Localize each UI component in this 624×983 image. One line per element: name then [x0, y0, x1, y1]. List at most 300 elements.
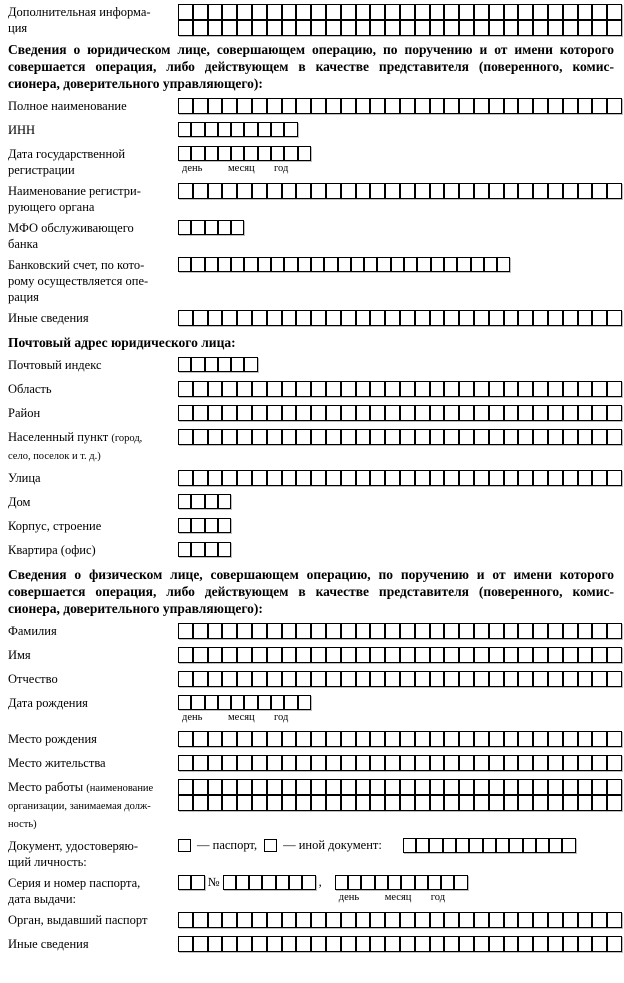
char-cell[interactable] — [208, 20, 223, 36]
char-cell[interactable] — [341, 912, 356, 928]
char-cell[interactable] — [311, 647, 326, 663]
char-cell[interactable] — [459, 20, 474, 36]
char-cell[interactable] — [237, 20, 252, 36]
char-cell[interactable] — [415, 731, 430, 747]
char-cell[interactable] — [562, 838, 575, 853]
char-cell[interactable] — [296, 98, 311, 114]
char-cell[interactable] — [296, 4, 311, 20]
char-cell[interactable] — [471, 257, 484, 272]
char-cell[interactable] — [237, 623, 252, 639]
char-cell[interactable] — [205, 146, 218, 161]
char-cell[interactable] — [400, 429, 415, 445]
char-cell[interactable] — [430, 4, 445, 20]
char-cell[interactable] — [430, 779, 445, 795]
char-cell[interactable] — [385, 671, 400, 687]
char-cell[interactable] — [415, 429, 430, 445]
char-cell[interactable] — [518, 795, 533, 811]
char-cell[interactable] — [592, 98, 607, 114]
char-cell[interactable] — [178, 731, 193, 747]
char-cell[interactable] — [302, 875, 315, 890]
char-cell[interactable] — [430, 755, 445, 771]
char-cell[interactable] — [518, 429, 533, 445]
char-cell[interactable] — [267, 936, 282, 952]
char-cell[interactable] — [311, 731, 326, 747]
char-cell[interactable] — [208, 795, 223, 811]
char-cell[interactable] — [341, 98, 356, 114]
char-cell[interactable] — [533, 20, 548, 36]
char-cell[interactable] — [326, 671, 341, 687]
char-cell[interactable] — [415, 795, 430, 811]
char-cell[interactable] — [563, 671, 578, 687]
char-cell[interactable] — [326, 795, 341, 811]
char-cell[interactable] — [284, 695, 297, 710]
char-cell[interactable] — [252, 429, 267, 445]
char-cell[interactable] — [400, 795, 415, 811]
char-cell[interactable] — [326, 912, 341, 928]
char-cell[interactable] — [548, 623, 563, 639]
char-cell[interactable] — [430, 731, 445, 747]
char-cell[interactable] — [518, 470, 533, 486]
char-cell[interactable] — [282, 731, 297, 747]
char-cell[interactable] — [607, 936, 622, 952]
char-cell[interactable] — [484, 257, 497, 272]
char-cell[interactable] — [326, 381, 341, 397]
char-cell[interactable] — [218, 122, 231, 137]
char-cell[interactable] — [191, 357, 204, 372]
char-cell[interactable] — [267, 755, 282, 771]
char-cell[interactable] — [237, 779, 252, 795]
char-cell[interactable] — [578, 4, 593, 20]
char-cell[interactable] — [415, 310, 430, 326]
char-cell[interactable] — [282, 183, 297, 199]
char-cell[interactable] — [504, 795, 519, 811]
char-cell[interactable] — [607, 623, 622, 639]
char-cell[interactable] — [282, 936, 297, 952]
char-cell[interactable] — [444, 671, 459, 687]
char-cell[interactable] — [178, 936, 193, 952]
char-cell[interactable] — [592, 405, 607, 421]
char-cell[interactable] — [592, 647, 607, 663]
char-cell[interactable] — [178, 381, 193, 397]
char-cell[interactable] — [578, 429, 593, 445]
char-cell[interactable] — [178, 220, 191, 235]
char-cell[interactable] — [400, 405, 415, 421]
char-cell[interactable] — [178, 647, 193, 663]
char-cell[interactable] — [282, 405, 297, 421]
char-cell[interactable] — [191, 257, 204, 272]
char-cell[interactable] — [607, 98, 622, 114]
char-cell[interactable] — [400, 731, 415, 747]
char-cell[interactable] — [441, 875, 454, 890]
char-cell[interactable] — [267, 470, 282, 486]
char-cell[interactable] — [193, 731, 208, 747]
char-cell[interactable] — [282, 912, 297, 928]
char-cell[interactable] — [563, 623, 578, 639]
char-cell[interactable] — [252, 936, 267, 952]
char-cell[interactable] — [536, 838, 549, 853]
char-cell[interactable] — [607, 429, 622, 445]
char-cell[interactable] — [403, 838, 416, 853]
char-cell[interactable] — [341, 20, 356, 36]
char-cell[interactable] — [311, 183, 326, 199]
char-cell[interactable] — [258, 146, 271, 161]
char-cell[interactable] — [504, 381, 519, 397]
char-cell[interactable] — [222, 98, 237, 114]
char-cell[interactable] — [191, 220, 204, 235]
char-cell[interactable] — [607, 779, 622, 795]
char-cell[interactable] — [504, 731, 519, 747]
char-cell[interactable] — [400, 647, 415, 663]
char-cell[interactable] — [252, 795, 267, 811]
char-cell[interactable] — [548, 755, 563, 771]
char-cell[interactable] — [518, 381, 533, 397]
char-cell[interactable] — [208, 4, 223, 20]
char-cell[interactable] — [415, 755, 430, 771]
char-cell[interactable] — [578, 623, 593, 639]
char-cell[interactable] — [193, 671, 208, 687]
char-cell[interactable] — [483, 838, 496, 853]
char-cell[interactable] — [415, 183, 430, 199]
char-cell[interactable] — [415, 912, 430, 928]
char-cell[interactable] — [178, 755, 193, 771]
char-cell[interactable] — [267, 671, 282, 687]
char-cell[interactable] — [236, 875, 249, 890]
char-cell[interactable] — [548, 936, 563, 952]
char-cell[interactable] — [474, 470, 489, 486]
char-cell[interactable] — [311, 20, 326, 36]
char-cell[interactable] — [193, 795, 208, 811]
char-cell[interactable] — [311, 310, 326, 326]
char-cell[interactable] — [252, 4, 267, 20]
char-cell[interactable] — [258, 257, 271, 272]
char-cell[interactable] — [607, 795, 622, 811]
char-cell[interactable] — [208, 912, 223, 928]
char-cell[interactable] — [222, 623, 237, 639]
char-cell[interactable] — [205, 122, 218, 137]
char-cell[interactable] — [518, 671, 533, 687]
char-cell[interactable] — [592, 671, 607, 687]
char-cell[interactable] — [430, 671, 445, 687]
char-cell[interactable] — [244, 695, 257, 710]
char-cell[interactable] — [296, 755, 311, 771]
char-cell[interactable] — [311, 429, 326, 445]
char-cell[interactable] — [400, 755, 415, 771]
char-cell[interactable] — [193, 912, 208, 928]
char-cell[interactable] — [459, 731, 474, 747]
char-cell[interactable] — [385, 20, 400, 36]
char-cell[interactable] — [178, 146, 191, 161]
char-cell[interactable] — [548, 429, 563, 445]
char-cell[interactable] — [518, 647, 533, 663]
char-cell[interactable] — [504, 310, 519, 326]
char-cell[interactable] — [348, 875, 361, 890]
char-cell[interactable] — [282, 755, 297, 771]
char-cell[interactable] — [237, 731, 252, 747]
char-cell[interactable] — [237, 4, 252, 20]
char-cell[interactable] — [592, 936, 607, 952]
char-cell[interactable] — [356, 429, 371, 445]
char-cell[interactable] — [178, 310, 193, 326]
char-cell[interactable] — [459, 381, 474, 397]
char-cell[interactable] — [578, 779, 593, 795]
char-cell[interactable] — [341, 755, 356, 771]
char-cell[interactable] — [252, 405, 267, 421]
char-cell[interactable] — [415, 98, 430, 114]
char-cell[interactable] — [205, 357, 218, 372]
char-cell[interactable] — [592, 310, 607, 326]
char-cell[interactable] — [415, 623, 430, 639]
char-cell[interactable] — [578, 405, 593, 421]
char-cell[interactable] — [178, 405, 193, 421]
char-cell[interactable] — [607, 20, 622, 36]
char-cell[interactable] — [311, 623, 326, 639]
char-cell[interactable] — [370, 755, 385, 771]
char-cell[interactable] — [231, 357, 244, 372]
char-cell[interactable] — [218, 695, 231, 710]
char-cell[interactable] — [430, 381, 445, 397]
char-cell[interactable] — [178, 671, 193, 687]
char-cell[interactable] — [237, 795, 252, 811]
char-cell[interactable] — [341, 183, 356, 199]
char-cell[interactable] — [459, 912, 474, 928]
char-cell[interactable] — [474, 310, 489, 326]
char-cell[interactable] — [607, 755, 622, 771]
char-cell[interactable] — [222, 936, 237, 952]
char-cell[interactable] — [193, 405, 208, 421]
char-cell[interactable] — [474, 795, 489, 811]
char-cell[interactable] — [474, 755, 489, 771]
char-cell[interactable] — [370, 381, 385, 397]
char-cell[interactable] — [296, 310, 311, 326]
char-cell[interactable] — [504, 623, 519, 639]
char-cell[interactable] — [474, 779, 489, 795]
char-cell[interactable] — [208, 405, 223, 421]
char-cell[interactable] — [563, 429, 578, 445]
char-cell[interactable] — [191, 518, 204, 533]
char-cell[interactable] — [548, 795, 563, 811]
char-cell[interactable] — [428, 875, 441, 890]
char-cell[interactable] — [298, 146, 311, 161]
char-cell[interactable] — [548, 912, 563, 928]
char-cell[interactable] — [548, 310, 563, 326]
char-cell[interactable] — [518, 310, 533, 326]
char-cell[interactable] — [388, 875, 401, 890]
char-cell[interactable] — [489, 4, 504, 20]
char-cell[interactable] — [444, 779, 459, 795]
char-cell[interactable] — [191, 146, 204, 161]
char-cell[interactable] — [607, 671, 622, 687]
char-cell[interactable] — [607, 310, 622, 326]
char-cell[interactable] — [385, 429, 400, 445]
char-cell[interactable] — [208, 98, 223, 114]
char-cell[interactable] — [222, 183, 237, 199]
char-cell[interactable] — [415, 4, 430, 20]
char-cell[interactable] — [415, 647, 430, 663]
char-cell[interactable] — [356, 779, 371, 795]
char-cell[interactable] — [400, 470, 415, 486]
char-cell[interactable] — [205, 220, 218, 235]
char-cell[interactable] — [191, 122, 204, 137]
char-cell[interactable] — [563, 936, 578, 952]
char-cell[interactable] — [592, 623, 607, 639]
char-cell[interactable] — [178, 912, 193, 928]
char-cell[interactable] — [385, 623, 400, 639]
char-cell[interactable] — [252, 779, 267, 795]
char-cell[interactable] — [459, 623, 474, 639]
char-cell[interactable] — [193, 310, 208, 326]
char-cell[interactable] — [416, 838, 429, 853]
char-cell[interactable] — [563, 381, 578, 397]
char-cell[interactable] — [489, 936, 504, 952]
char-cell[interactable] — [489, 183, 504, 199]
char-cell[interactable] — [244, 257, 257, 272]
char-cell[interactable] — [222, 470, 237, 486]
char-cell[interactable] — [444, 912, 459, 928]
char-cell[interactable] — [311, 405, 326, 421]
char-cell[interactable] — [385, 912, 400, 928]
char-cell[interactable] — [289, 875, 302, 890]
char-cell[interactable] — [222, 912, 237, 928]
char-cell[interactable] — [430, 470, 445, 486]
char-cell[interactable] — [208, 671, 223, 687]
char-cell[interactable] — [370, 310, 385, 326]
char-cell[interactable] — [296, 20, 311, 36]
char-cell[interactable] — [282, 98, 297, 114]
char-cell[interactable] — [430, 98, 445, 114]
char-cell[interactable] — [400, 20, 415, 36]
char-cell[interactable] — [518, 4, 533, 20]
char-cell[interactable] — [592, 381, 607, 397]
char-cell[interactable] — [284, 257, 297, 272]
char-cell[interactable] — [208, 755, 223, 771]
char-cell[interactable] — [252, 381, 267, 397]
char-cell[interactable] — [385, 755, 400, 771]
char-cell[interactable] — [504, 755, 519, 771]
char-cell[interactable] — [563, 98, 578, 114]
char-cell[interactable] — [244, 122, 257, 137]
char-cell[interactable] — [311, 470, 326, 486]
char-cell[interactable] — [326, 755, 341, 771]
char-cell[interactable] — [341, 310, 356, 326]
char-cell[interactable] — [489, 310, 504, 326]
char-cell[interactable] — [469, 838, 482, 853]
char-cell[interactable] — [218, 518, 231, 533]
char-cell[interactable] — [356, 405, 371, 421]
char-cell[interactable] — [474, 183, 489, 199]
char-cell[interactable] — [231, 257, 244, 272]
char-cell[interactable] — [578, 310, 593, 326]
char-cell[interactable] — [400, 4, 415, 20]
char-cell[interactable] — [178, 357, 191, 372]
char-cell[interactable] — [208, 647, 223, 663]
char-cell[interactable] — [444, 98, 459, 114]
char-cell[interactable] — [231, 695, 244, 710]
char-cell[interactable] — [341, 779, 356, 795]
char-cell[interactable] — [563, 779, 578, 795]
char-cell[interactable] — [415, 779, 430, 795]
char-cell[interactable] — [459, 405, 474, 421]
char-cell[interactable] — [282, 795, 297, 811]
char-cell[interactable] — [563, 912, 578, 928]
char-cell[interactable] — [178, 518, 191, 533]
char-cell[interactable] — [364, 257, 377, 272]
char-cell[interactable] — [459, 779, 474, 795]
char-cell[interactable] — [533, 429, 548, 445]
char-cell[interactable] — [533, 647, 548, 663]
char-cell[interactable] — [415, 405, 430, 421]
char-cell[interactable] — [518, 20, 533, 36]
char-cell[interactable] — [205, 494, 218, 509]
char-cell[interactable] — [444, 647, 459, 663]
char-cell[interactable] — [237, 470, 252, 486]
char-cell[interactable] — [489, 912, 504, 928]
char-cell[interactable] — [178, 20, 193, 36]
char-cell[interactable] — [178, 257, 191, 272]
char-cell[interactable] — [237, 381, 252, 397]
char-cell[interactable] — [578, 20, 593, 36]
char-cell[interactable] — [518, 755, 533, 771]
char-cell[interactable] — [385, 381, 400, 397]
char-cell[interactable] — [311, 4, 326, 20]
char-cell[interactable] — [592, 731, 607, 747]
char-cell[interactable] — [385, 183, 400, 199]
char-cell[interactable] — [296, 936, 311, 952]
char-cell[interactable] — [222, 795, 237, 811]
char-cell[interactable] — [533, 623, 548, 639]
char-cell[interactable] — [489, 381, 504, 397]
char-cell[interactable] — [356, 671, 371, 687]
char-cell[interactable] — [400, 936, 415, 952]
char-cell[interactable] — [385, 779, 400, 795]
char-cell[interactable] — [252, 731, 267, 747]
char-cell[interactable] — [518, 912, 533, 928]
char-cell[interactable] — [474, 20, 489, 36]
char-cell[interactable] — [208, 623, 223, 639]
char-cell[interactable] — [459, 98, 474, 114]
char-cell[interactable] — [370, 936, 385, 952]
char-cell[interactable] — [296, 912, 311, 928]
char-cell[interactable] — [459, 310, 474, 326]
char-cell[interactable] — [400, 310, 415, 326]
char-cell[interactable] — [356, 98, 371, 114]
char-cell[interactable] — [459, 4, 474, 20]
char-cell[interactable] — [249, 875, 262, 890]
char-cell[interactable] — [578, 795, 593, 811]
char-cell[interactable] — [430, 647, 445, 663]
char-cell[interactable] — [504, 470, 519, 486]
char-cell[interactable] — [401, 875, 414, 890]
char-cell[interactable] — [341, 671, 356, 687]
char-cell[interactable] — [504, 671, 519, 687]
char-cell[interactable] — [533, 936, 548, 952]
char-cell[interactable] — [533, 671, 548, 687]
char-cell[interactable] — [282, 381, 297, 397]
char-cell[interactable] — [222, 671, 237, 687]
char-cell[interactable] — [282, 470, 297, 486]
char-cell[interactable] — [335, 875, 348, 890]
char-cell[interactable] — [326, 183, 341, 199]
char-cell[interactable] — [271, 146, 284, 161]
char-cell[interactable] — [193, 936, 208, 952]
char-cell[interactable] — [563, 183, 578, 199]
char-cell[interactable] — [548, 731, 563, 747]
char-cell[interactable] — [549, 838, 562, 853]
char-cell[interactable] — [504, 429, 519, 445]
char-cell[interactable] — [218, 542, 231, 557]
char-cell[interactable] — [430, 405, 445, 421]
char-cell[interactable] — [385, 310, 400, 326]
char-cell[interactable] — [415, 671, 430, 687]
